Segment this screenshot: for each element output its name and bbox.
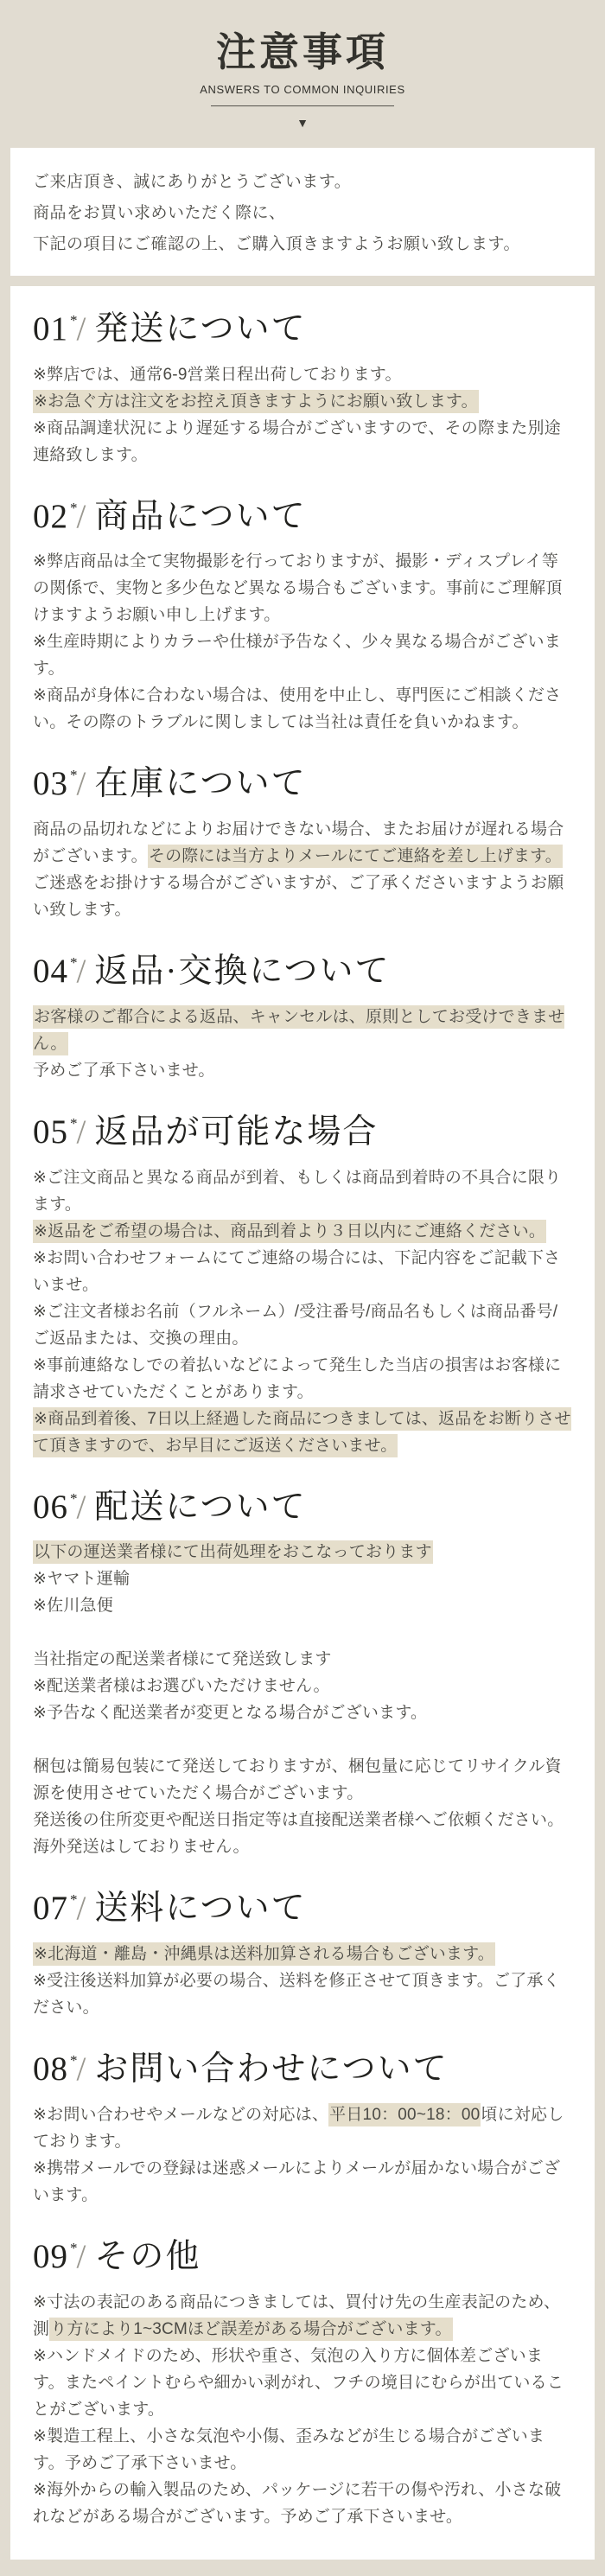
section-number: 03	[33, 765, 68, 803]
body-line	[33, 361, 572, 388]
notices-card	[10, 286, 595, 2560]
body-text: 海外発送はしておりません。	[33, 1838, 250, 1857]
card-gap	[0, 276, 605, 286]
highlighted-text: ※お急ぐ方は注文をお控え頂きますようにお願い致します。	[33, 390, 479, 413]
body-line	[33, 682, 572, 736]
highlighted-text: り方により1~3CMほど誤差がある場合がございます。	[49, 2318, 452, 2341]
section-09	[33, 2236, 572, 2530]
body-line	[33, 1298, 572, 1352]
body-line	[33, 1941, 572, 1967]
asterisk-mark: *	[70, 2052, 78, 2069]
section-title: 返品が可能な場合	[94, 1113, 379, 1151]
body-text: 頃に対応しております。	[33, 2105, 564, 2151]
body-text: ※配送業者様はお選びいただけません。	[33, 1677, 330, 1696]
blank-line	[33, 1726, 572, 1753]
body-line	[33, 816, 572, 923]
body-line	[33, 2289, 572, 2343]
highlighted-text: ※返品をご希望の場合は、商品到着より３日以内にご連絡ください。	[33, 1220, 546, 1243]
body-text: 発送後の住所変更や配送日指定等は直接配送業者様へご依頼ください。	[33, 1811, 564, 1830]
body-text: ※製造工程上、小さな気泡や小傷、歪みなどが生じる場合がございます。予めご了承下さいませ。	[33, 2426, 545, 2472]
body-text: 梱包は簡易包装にて発送しておりますが、梱包量に応じてリサイクル資源を使用させていただく場合がございます。	[33, 1757, 562, 1803]
asterisk-mark: *	[70, 1114, 78, 1132]
body-line	[33, 1539, 572, 1565]
section-number: 08	[33, 2050, 68, 2088]
body-line	[33, 1753, 572, 1807]
body-text: ※お問い合わせフォームにてご連絡の場合には、下記内容をご記載下さいませ。	[33, 1248, 561, 1294]
asterisk-mark: *	[70, 954, 78, 972]
intro-card	[10, 148, 595, 276]
body-line	[33, 1807, 572, 1833]
body-line	[33, 1164, 572, 1218]
body-line	[33, 2101, 572, 2155]
body-line	[33, 2155, 572, 2209]
body-text: ※ハンドメイドのため、形状や重さ、気泡の入り方に個体差ございます。またペイントむらや細かい剥がれ、フチの境目にむらが出ていることがございます。	[33, 2346, 564, 2419]
header-divider	[211, 105, 394, 106]
body-line	[33, 1833, 572, 1860]
body-line	[33, 548, 572, 628]
highlighted-text: 平日10：00~18：00	[328, 2103, 481, 2126]
slash-mark: /	[76, 1113, 86, 1151]
body-text: ※受注後送料加算が必要の場合、送料を修正させて頂きます。ご了承ください。	[33, 1972, 560, 2018]
body-text: ※ご注文者様お名前（フルネーム）/受注番号/商品名もしくは商品番号/ご返品または、交換の理由。	[33, 1302, 558, 1348]
body-text: ※携帯メールでの登録は迷惑メールによりメールが届かない場合がございます。	[33, 2158, 561, 2204]
section-01	[33, 309, 572, 469]
body-text: ※佐川急便	[33, 1597, 113, 1616]
body-line	[33, 628, 572, 682]
body-line	[33, 415, 572, 469]
body-text: ※ヤマト運輸	[33, 1570, 131, 1589]
section-number: 09	[33, 2237, 68, 2275]
blank-line	[33, 1619, 572, 1646]
body-text: ※弊店では、通常6-9営業日程出荷しております。	[33, 365, 402, 384]
section-08	[33, 2049, 572, 2209]
body-text: ご迷惑をお掛けする場合がございますが、ご了承くださいますようお願い致します。	[33, 874, 564, 920]
slash-mark: /	[76, 2050, 86, 2088]
body-line	[33, 1699, 572, 1726]
section-heading	[33, 2236, 572, 2279]
section-06	[33, 1487, 572, 1861]
section-03	[33, 763, 572, 923]
slash-mark: /	[76, 765, 86, 803]
page-header	[0, 0, 605, 148]
section-heading	[33, 1888, 572, 1930]
asterisk-mark: *	[70, 1489, 78, 1507]
section-title: お問い合わせについて	[94, 2050, 449, 2088]
body-line	[33, 1565, 572, 1592]
section-title: その他	[94, 2237, 201, 2275]
section-heading	[33, 951, 572, 993]
body-line	[33, 1406, 572, 1459]
section-number: 06	[33, 1488, 68, 1526]
section-02	[33, 496, 572, 736]
section-title: 在庫について	[94, 765, 307, 803]
asterisk-mark: *	[70, 499, 78, 516]
section-number: 04	[33, 953, 68, 991]
intro-text	[33, 167, 572, 260]
body-line	[33, 1673, 572, 1699]
section-heading	[33, 496, 572, 539]
body-line	[33, 2477, 572, 2530]
asterisk-mark: *	[70, 2239, 78, 2256]
body-line	[33, 2343, 572, 2423]
highlighted-text: 以下の運送業者様にて出荷処理をおこなっております	[33, 1540, 433, 1564]
section-title: 発送について	[94, 309, 307, 348]
slash-mark: /	[76, 2237, 86, 2275]
section-heading	[33, 2049, 572, 2091]
section-title: 送料について	[94, 1890, 307, 1928]
section-05	[33, 1112, 572, 1459]
page-title: 注意事項	[216, 29, 389, 74]
intro-line: 下記の項目にご確認の上、ご購入頂きますようお願い致します。	[33, 234, 520, 253]
section-heading	[33, 763, 572, 806]
body-line	[33, 1245, 572, 1298]
body-text: ※お問い合わせやメールなどの対応は、	[33, 2105, 329, 2124]
body-text: ※ご注文商品と異なる商品が到着、もしくは商品到着時の不具合に限ります。	[33, 1168, 562, 1214]
highlighted-text: ※北海道・離島・沖縄県は送料加算される場合もございます。	[33, 1942, 495, 1966]
sections-container	[33, 309, 572, 2530]
section-heading	[33, 309, 572, 351]
asterisk-mark: *	[70, 311, 78, 328]
highlighted-text: ※商品到着後、7日以上経過した商品につきましては、返品をお断りさせて頂きますので、お早目にご返送くださいませ。	[33, 1407, 571, 1457]
intro-line: 商品をお買い求めいただく際に、	[33, 203, 286, 222]
section-title: 返品·交換について	[94, 953, 391, 991]
section-title: 商品について	[94, 497, 307, 535]
body-text: ※生産時期によりカラーや仕様が予告なく、少々異なる場合がございます。	[33, 633, 561, 679]
body-line	[33, 2423, 572, 2477]
body-line	[33, 388, 572, 415]
body-line	[33, 1218, 572, 1245]
highlighted-text: その際には当方よりメールにてご連絡を差し上げます。	[148, 845, 563, 868]
section-heading	[33, 1112, 572, 1154]
body-line	[33, 1004, 572, 1057]
section-number: 05	[33, 1113, 68, 1151]
triangle-down-icon: ▼	[296, 115, 309, 130]
slash-mark: /	[76, 1488, 86, 1526]
body-text: ※商品調達状況により遅延する場合がございますので、その際また別途連絡致します。	[33, 418, 561, 464]
body-text: ※寸法の表記のある商品につきましては、買付け先の生産表記のため、測	[33, 2292, 561, 2338]
section-number: 01	[33, 309, 68, 348]
body-line	[33, 1646, 572, 1673]
body-text: 商品の品切れなどによりお届けできない場合、またお届けが遅れる場合がございます。	[33, 820, 564, 866]
body-line	[33, 1057, 572, 1084]
slash-mark: /	[76, 953, 86, 991]
body-text: 当社指定の配送業者様にて発送致します	[33, 1650, 332, 1669]
highlighted-text: お客様のご都合による返品、キャンセルは、原則としてお受けできません。	[33, 1005, 564, 1055]
body-text: 予めご了承下さいませ。	[33, 1061, 215, 1080]
section-07	[33, 1888, 572, 2021]
body-text: ※商品が身体に合わない場合は、使用を中止し、専門医にご相談ください。その際のトラブルに関しましては当社は責任を負いかねます。	[33, 686, 562, 732]
asterisk-mark: *	[70, 767, 78, 784]
body-text: ※弊店商品は全て実物撮影を行っておりますが、撮影・ディスプレイ等の関係で、実物と多少色など異なる場合もございます。事前にご理解頂けますようお願い申し上げます。	[33, 552, 563, 625]
asterisk-mark: *	[70, 1891, 78, 1909]
slash-mark: /	[76, 309, 86, 348]
section-04	[33, 951, 572, 1084]
page-subtitle: ANSWERS TO COMMON INQUIRIES	[200, 82, 405, 96]
body-line	[33, 1967, 572, 2021]
section-number: 07	[33, 1890, 68, 1928]
slash-mark: /	[76, 497, 86, 535]
section-heading	[33, 1487, 572, 1529]
body-text: ※事前連絡なしでの着払いなどによって発生した当店の損害はお客様に請求させていただくことがあります。	[33, 1355, 562, 1401]
body-line	[33, 1592, 572, 1619]
body-text: ※海外からの輸入製品のため、パッケージに若干の傷や汚れ、小さな破れなどがある場合がございます。予めご了承下さいませ。	[33, 2480, 562, 2526]
section-number: 02	[33, 497, 68, 535]
body-text: ※予告なく配送業者が変更となる場合がございます。	[33, 1704, 428, 1723]
body-line	[33, 1352, 572, 1406]
slash-mark: /	[76, 1890, 86, 1928]
intro-line: ご来店頂き、誠にありがとうございます。	[33, 172, 352, 191]
section-title: 配送について	[94, 1488, 307, 1526]
